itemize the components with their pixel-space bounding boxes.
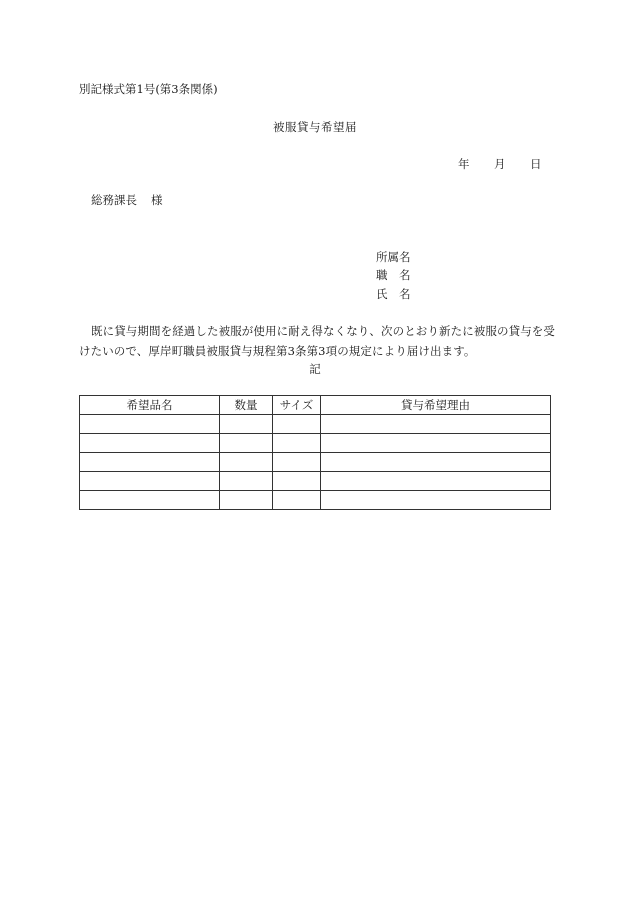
addressee-name: 総務課長 <box>91 193 137 207</box>
cell-quantity[interactable] <box>220 491 273 510</box>
date-year-label: 年 <box>458 157 470 171</box>
cell-size[interactable] <box>273 453 321 472</box>
cell-item-name[interactable] <box>80 491 220 510</box>
cell-reason[interactable] <box>321 453 551 472</box>
addressee-honorific: 様 <box>151 193 163 207</box>
header-reason: 貸与希望理由 <box>321 396 551 415</box>
table-row <box>80 491 551 510</box>
applicant-name-label: 氏 名 <box>376 287 411 301</box>
header-size: サイズ <box>273 396 321 415</box>
header-item-name: 希望品名 <box>80 396 220 415</box>
cell-item-name[interactable] <box>80 472 220 491</box>
applicant-affiliation-label: 所属名 <box>376 250 411 264</box>
body-text: 既に貸与期間を経過した被服が使用に耐え得なくなり、次のとおり新たに被服の貸与を受けたいので、厚岸町職員被服貸与規程第3条第3項の規定により届け出ます。 <box>79 324 555 358</box>
form-label: 別記様式第1号(第3条関係) <box>79 82 218 96</box>
cell-quantity[interactable] <box>220 434 273 453</box>
page-title: 被服貸与希望届 <box>273 120 357 134</box>
table-row <box>80 434 551 453</box>
table-row <box>80 453 551 472</box>
date-month-label: 月 <box>494 157 506 171</box>
cell-quantity[interactable] <box>220 453 273 472</box>
cell-item-name[interactable] <box>80 415 220 434</box>
cell-quantity[interactable] <box>220 415 273 434</box>
cell-reason[interactable] <box>321 472 551 491</box>
cell-reason[interactable] <box>321 491 551 510</box>
addressee <box>91 192 163 208</box>
cell-item-name[interactable] <box>80 453 220 472</box>
cell-size[interactable] <box>273 491 321 510</box>
cell-quantity[interactable] <box>220 472 273 491</box>
date-day-label: 日 <box>530 157 542 171</box>
ki-heading: 記 <box>309 362 321 376</box>
table-header-row <box>80 396 551 415</box>
cell-reason[interactable] <box>321 434 551 453</box>
cell-size[interactable] <box>273 415 321 434</box>
request-table <box>79 395 551 510</box>
table-row <box>80 415 551 434</box>
header-quantity: 数量 <box>220 396 273 415</box>
table-row <box>80 472 551 491</box>
cell-item-name[interactable] <box>80 434 220 453</box>
cell-size[interactable] <box>273 472 321 491</box>
applicant-job-title-label: 職 名 <box>376 268 411 282</box>
cell-reason[interactable] <box>321 415 551 434</box>
cell-size[interactable] <box>273 434 321 453</box>
